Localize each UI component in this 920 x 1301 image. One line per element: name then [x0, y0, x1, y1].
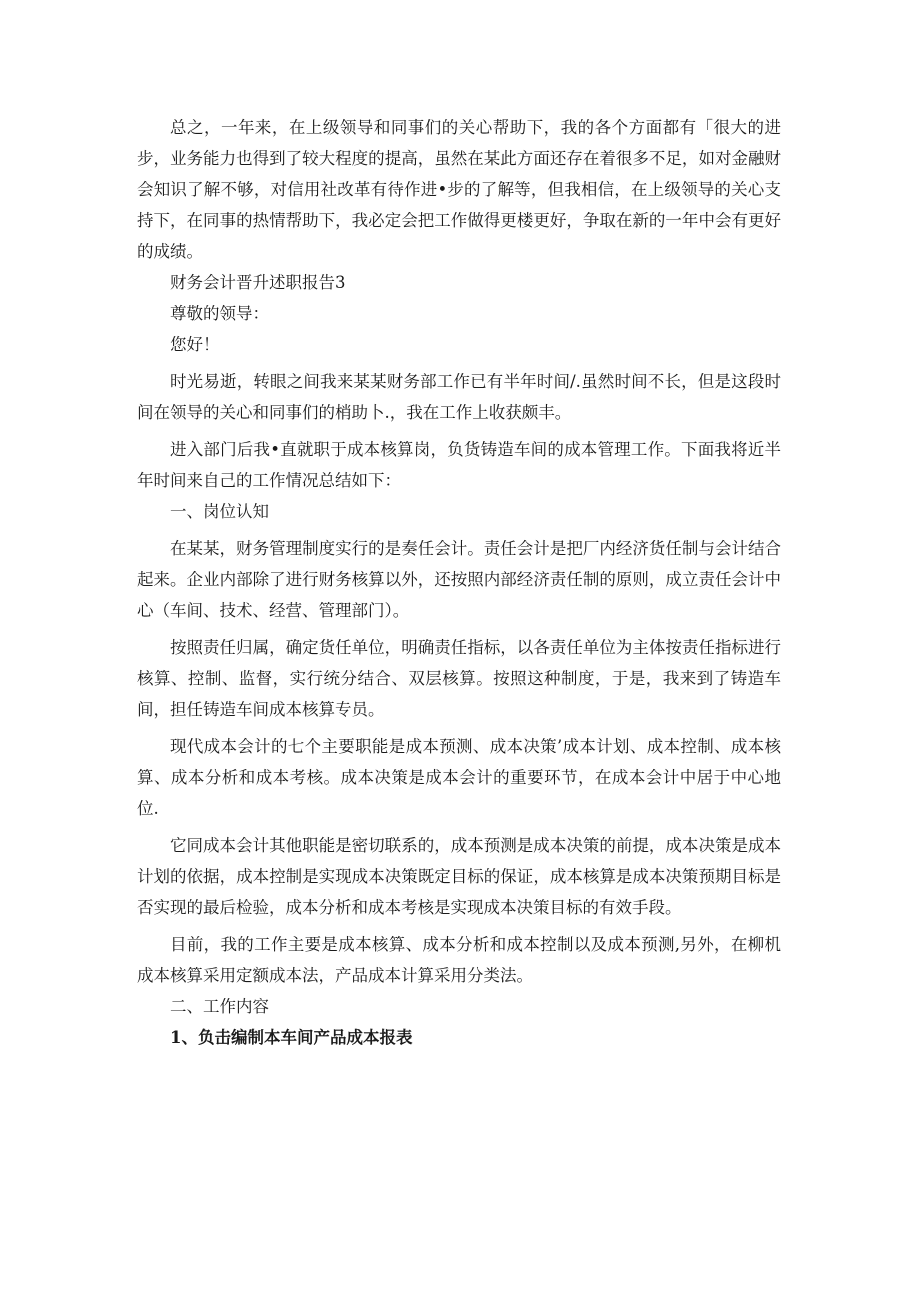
document-body: [137, 112, 781, 1053]
section-heading-2: 二、工作内容: [170, 997, 269, 1016]
paragraph-cost-functions: 现代成本会计的七个主要职能是成本预测、成本决策’成本计划、成本控制、成本核算、成本分析和成本考核。成本决策是成本会计的重要环节，在成本会计中居于中心地位.: [137, 737, 781, 818]
salutation: 尊敬的领导：: [170, 304, 269, 323]
paragraph-cost-relations: 它同成本会计其他职能是密切联系的，成本预测是成本决策的前提，成本决策是成本计划的依据，成本控制是实现成本决策既定目标的保证，成本核算是成本决策预期目标是否实现的最后检验，成本分析和成本考核是实现成本决策目标的有效手段。: [137, 836, 781, 917]
paragraph-responsibility-units: 按照责任归属，确定货任单位，明确责任指标，以各责任单位为主体按责任指标进行核算、控制、监督，实行统分结合、双层核算。按照这种制度，于是，我来到了铸造车间，担任铸造车间成本核算专员。: [137, 638, 781, 719]
paragraph-position: 进入部门后我•直就职于成本核算岗，负货铸造车间的成本管理工作。下面我将近半年时间来自己的工作情况总结如下：: [137, 440, 781, 490]
paragraph-current-work: 目前，我的工作主要是成本核算、成本分析和成本控制以及成本预测,另外，在柳机成本核算采用定额成本法，产品成本计算采用分类法。: [137, 935, 781, 985]
section-heading-1: 一、岗位认知: [170, 502, 269, 521]
paragraph-responsibility-accounting: 在某某，财务管理制度实行的是奏任会计。责任会计是把厂内经济货任制与会计结合起来。企业内部除了进行财务核算以外，还按照内部经济责任制的原则，成立责任会计中心（车间、技术、经营、管理部门）。: [137, 539, 781, 620]
work-item-1: 1、负击编制本车间产品成本报表: [170, 1028, 413, 1047]
paragraph-intro: 时光易逝，转眼之间我来某某财务部工作已有半年时间/.虽然时间不长，但是这段时间在领导的关心和同事们的梢助卜.，我在工作上收获颇丰。: [137, 372, 781, 422]
paragraph-summary: 总之，一年来，在上级领导和同事们的关心帮助下，我的各个方面都有「很大的进步，业务能力也得到了较大程度的提高，虽然在某此方面还存在着很多不足，如对金融财会知识了解不够，对信用社改革有待作进•步的了解等，但我相信，在上级领导的关心支持下，在同事的热情帮助下，我必定会把工作做得更楼更好，争取在新的一年中会有更好的成绩。: [137, 118, 781, 261]
report-title: 财务会计晋升述职报告3: [170, 273, 346, 292]
greeting: 您好！: [170, 335, 220, 354]
